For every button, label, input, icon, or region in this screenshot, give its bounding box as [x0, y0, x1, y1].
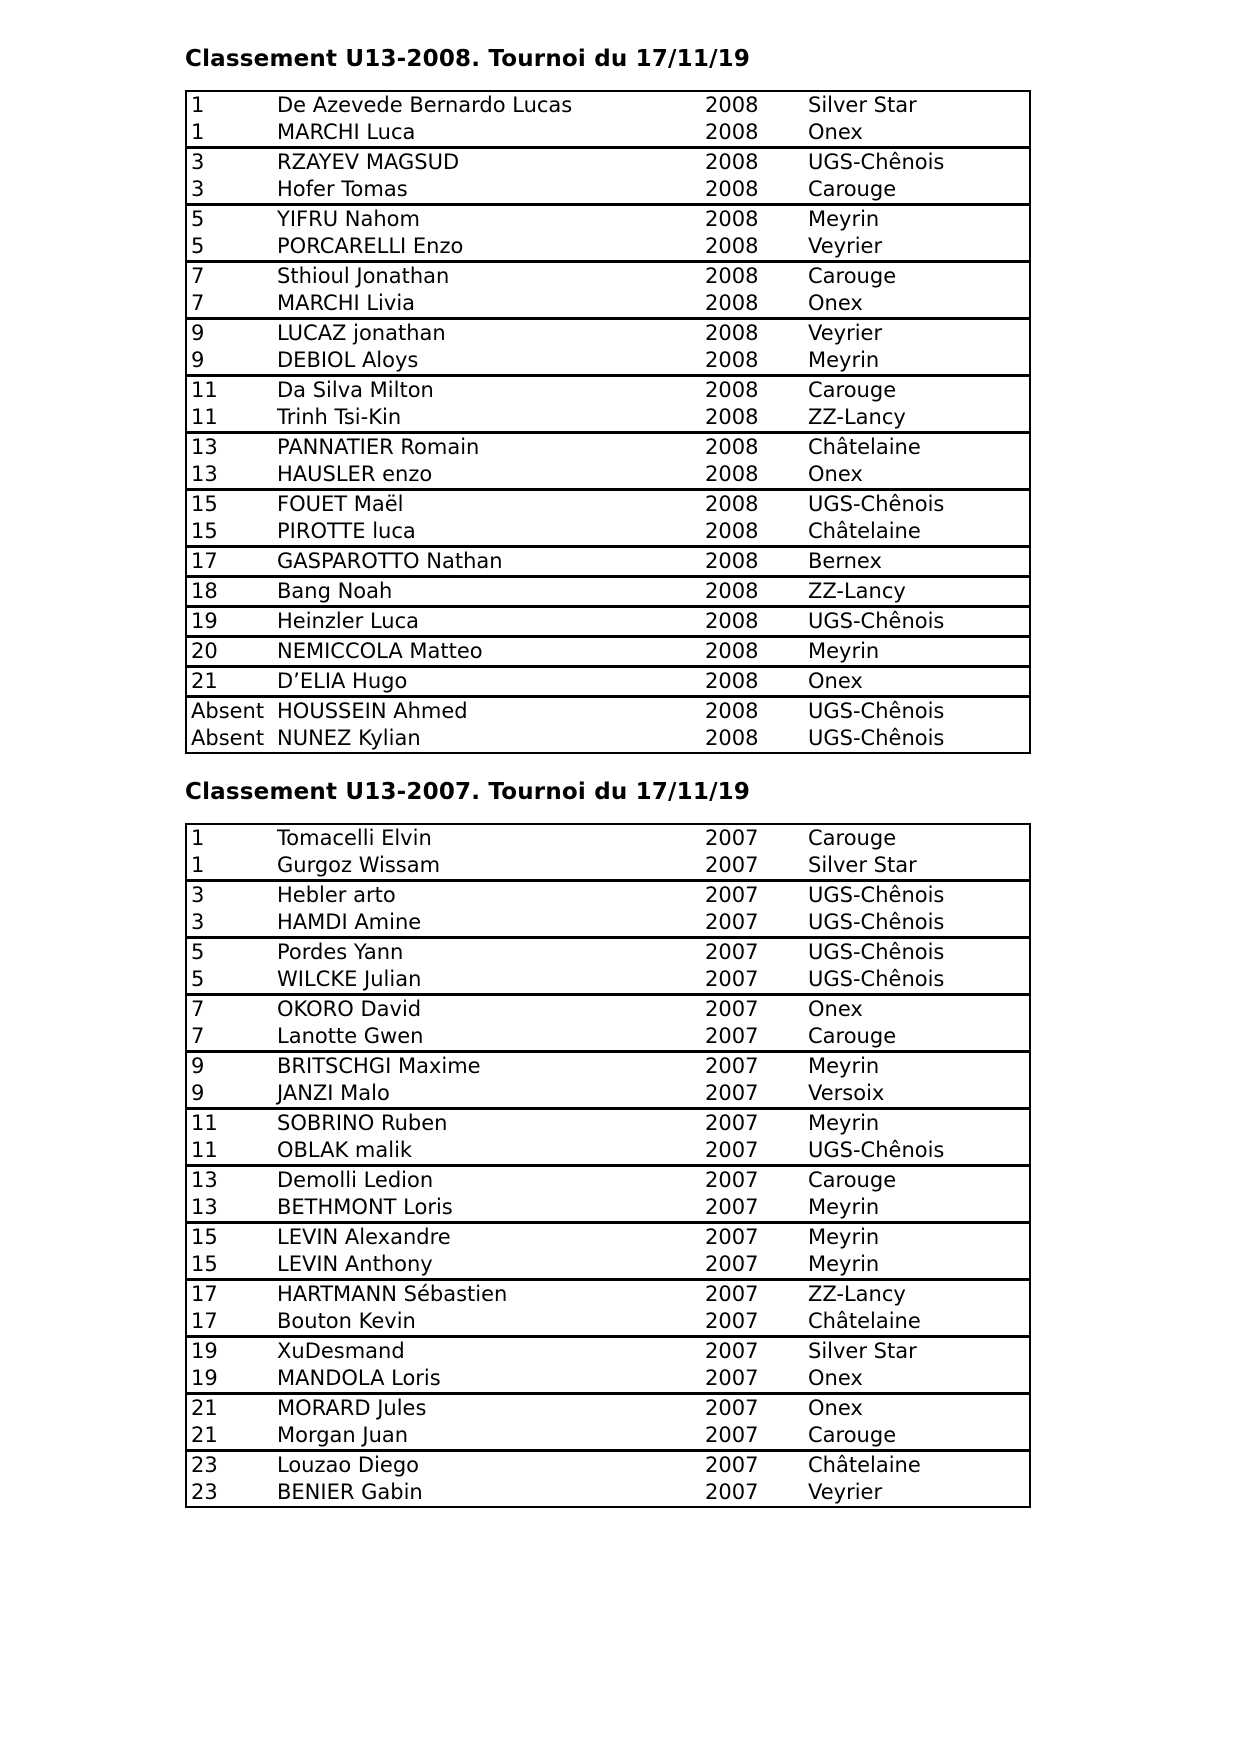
- cell-name: XuDesmand: [277, 1339, 405, 1363]
- table-row: [187, 608, 1029, 635]
- cell-year: 2007: [705, 1054, 759, 1078]
- cell-rank: 15: [191, 519, 218, 543]
- table-row: [187, 852, 1029, 879]
- table-row: [187, 377, 1029, 404]
- cell-year: 2008: [705, 264, 759, 288]
- cell-rank: 1: [191, 93, 205, 117]
- cell-club: Onex: [808, 997, 863, 1021]
- cell-name: De Azevede Bernardo Lucas: [277, 93, 573, 117]
- cell-year: 2007: [705, 1138, 759, 1162]
- cell-club: Meyrin: [808, 207, 880, 231]
- cell-rank: 11: [191, 1111, 218, 1135]
- cell-club: Veyrier: [808, 234, 883, 258]
- cell-rank: 19: [191, 1366, 218, 1390]
- cell-rank: 21: [191, 669, 218, 693]
- table-row: [187, 119, 1029, 146]
- cell-club: ZZ-Lancy: [808, 405, 906, 429]
- cell-club: Meyrin: [808, 1195, 880, 1219]
- cell-year: 2007: [705, 1168, 759, 1192]
- cell-year: 2008: [705, 93, 759, 117]
- cell-club: Silver Star: [808, 93, 917, 117]
- cell-name: Gurgoz Wissam: [277, 853, 441, 877]
- cell-name: BETHMONT Loris: [277, 1195, 453, 1219]
- table-row: [187, 966, 1029, 993]
- tie-group: [187, 939, 1029, 996]
- cell-rank: 13: [191, 435, 218, 459]
- cell-name: DEBIOL Aloys: [277, 348, 419, 372]
- cell-year: 2007: [705, 967, 759, 991]
- ranking-table-u13-2007: [185, 823, 1031, 1508]
- cell-year: 2008: [705, 348, 759, 372]
- cell-name: NEMICCOLA Matteo: [277, 639, 483, 663]
- cell-year: 2008: [705, 609, 759, 633]
- cell-year: 2008: [705, 669, 759, 693]
- cell-name: Heinzler Luca: [277, 609, 419, 633]
- cell-rank: 11: [191, 405, 218, 429]
- cell-club: Carouge: [808, 264, 897, 288]
- cell-name: Demolli Ledion: [277, 1168, 434, 1192]
- cell-year: 2007: [705, 1366, 759, 1390]
- cell-club: UGS-Chênois: [808, 940, 945, 964]
- table-row: [187, 404, 1029, 431]
- cell-rank: 9: [191, 348, 205, 372]
- cell-rank: 3: [191, 910, 205, 934]
- cell-name: Bang Noah: [277, 579, 393, 603]
- cell-rank: 11: [191, 378, 218, 402]
- cell-rank: 19: [191, 609, 218, 633]
- cell-rank: 17: [191, 549, 218, 573]
- cell-club: Onex: [808, 291, 863, 315]
- cell-club: Onex: [808, 1396, 863, 1420]
- cell-year: 2007: [705, 826, 759, 850]
- tie-group: [187, 1167, 1029, 1224]
- table-row: [187, 1167, 1029, 1194]
- cell-club: Carouge: [808, 826, 897, 850]
- cell-year: 2007: [705, 910, 759, 934]
- cell-rank: 20: [191, 639, 218, 663]
- tie-group: [187, 548, 1029, 578]
- cell-year: 2008: [705, 462, 759, 486]
- table-row: [187, 909, 1029, 936]
- cell-club: Veyrier: [808, 321, 883, 345]
- table-row: [187, 1281, 1029, 1308]
- table-row: [187, 1395, 1029, 1422]
- cell-club: UGS-Chênois: [808, 910, 945, 934]
- cell-year: 2007: [705, 1339, 759, 1363]
- cell-name: SOBRINO Ruben: [277, 1111, 448, 1135]
- cell-year: 2007: [705, 1423, 759, 1447]
- cell-year: 2008: [705, 321, 759, 345]
- cell-year: 2007: [705, 883, 759, 907]
- cell-year: 2007: [705, 1024, 759, 1048]
- cell-club: Onex: [808, 1366, 863, 1390]
- cell-year: 2008: [705, 519, 759, 543]
- section-title-u13-2007: Classement U13-2007. Tournoi du 17/11/19: [185, 779, 751, 805]
- cell-rank: 15: [191, 492, 218, 516]
- cell-rank: 13: [191, 1195, 218, 1219]
- cell-year: 2007: [705, 1081, 759, 1105]
- cell-year: 2007: [705, 1195, 759, 1219]
- cell-rank: 5: [191, 940, 205, 964]
- cell-club: Carouge: [808, 177, 897, 201]
- cell-rank: 15: [191, 1225, 218, 1249]
- cell-club: ZZ-Lancy: [808, 1282, 906, 1306]
- cell-name: Hofer Tomas: [277, 177, 408, 201]
- cell-rank: 5: [191, 967, 205, 991]
- table-row: [187, 825, 1029, 852]
- table-row: [187, 176, 1029, 203]
- table-row: [187, 1137, 1029, 1164]
- tie-group: [187, 996, 1029, 1053]
- cell-name: Tomacelli Elvin: [277, 826, 432, 850]
- cell-name: LEVIN Anthony: [277, 1252, 433, 1276]
- cell-year: 2007: [705, 997, 759, 1021]
- cell-name: LUCAZ jonathan: [277, 321, 446, 345]
- tie-group: [187, 1224, 1029, 1281]
- cell-club: Meyrin: [808, 348, 880, 372]
- table-row: [187, 1338, 1029, 1365]
- cell-rank: 13: [191, 462, 218, 486]
- cell-club: UGS-Chênois: [808, 150, 945, 174]
- cell-club: Onex: [808, 669, 863, 693]
- table-row: [187, 882, 1029, 909]
- cell-name: HAUSLER enzo: [277, 462, 433, 486]
- table-row: [187, 1365, 1029, 1392]
- cell-year: 2008: [705, 291, 759, 315]
- table-row: [187, 434, 1029, 461]
- cell-club: UGS-Chênois: [808, 1138, 945, 1162]
- cell-club: Meyrin: [808, 639, 880, 663]
- cell-club: Meyrin: [808, 1111, 880, 1135]
- tie-group: [187, 263, 1029, 320]
- table-row: [187, 1224, 1029, 1251]
- cell-rank: 5: [191, 234, 205, 258]
- cell-club: Châtelaine: [808, 435, 921, 459]
- cell-year: 2007: [705, 853, 759, 877]
- ranking-table-u13-2008: [185, 90, 1031, 754]
- cell-name: OKORO David: [277, 997, 422, 1021]
- cell-club: Carouge: [808, 378, 897, 402]
- cell-rank: 5: [191, 207, 205, 231]
- cell-rank: 15: [191, 1252, 218, 1276]
- cell-rank: 9: [191, 321, 205, 345]
- cell-name: D’ELIA Hugo: [277, 669, 408, 693]
- cell-name: Bouton Kevin: [277, 1309, 416, 1333]
- cell-club: Châtelaine: [808, 1309, 921, 1333]
- cell-club: UGS-Chênois: [808, 699, 945, 723]
- cell-year: 2008: [705, 492, 759, 516]
- tie-group: [187, 1452, 1029, 1506]
- cell-rank: Absent: [191, 726, 265, 750]
- cell-year: 2008: [705, 435, 759, 459]
- cell-year: 2007: [705, 1252, 759, 1276]
- ranking-section-u13-2007: [185, 779, 1239, 1508]
- table-row: [187, 263, 1029, 290]
- cell-club: UGS-Chênois: [808, 967, 945, 991]
- cell-year: 2007: [705, 1309, 759, 1333]
- cell-name: RZAYEV MAGSUD: [277, 150, 460, 174]
- cell-club: Carouge: [808, 1168, 897, 1192]
- cell-club: Onex: [808, 462, 863, 486]
- cell-name: Da Silva Milton: [277, 378, 434, 402]
- cell-name: NUNEZ Kylian: [277, 726, 421, 750]
- cell-year: 2007: [705, 940, 759, 964]
- cell-club: Meyrin: [808, 1252, 880, 1276]
- cell-name: MARCHI Luca: [277, 120, 416, 144]
- table-row: [187, 996, 1029, 1023]
- cell-year: 2008: [705, 234, 759, 258]
- tie-group: [187, 377, 1029, 434]
- tie-group: [187, 149, 1029, 206]
- tie-group: [187, 578, 1029, 608]
- cell-club: Onex: [808, 120, 863, 144]
- cell-name: Morgan Juan: [277, 1423, 409, 1447]
- table-row: [187, 1422, 1029, 1449]
- cell-year: 2007: [705, 1111, 759, 1135]
- cell-club: Carouge: [808, 1423, 897, 1447]
- table-row: [187, 548, 1029, 575]
- tie-group: [187, 206, 1029, 263]
- ranking-section-u13-2008: [185, 46, 1239, 754]
- cell-club: Meyrin: [808, 1225, 880, 1249]
- cell-rank: 1: [191, 853, 205, 877]
- tie-group: [187, 1110, 1029, 1167]
- cell-name: FOUET Maël: [277, 492, 404, 516]
- cell-name: PORCARELLI Enzo: [277, 234, 464, 258]
- table-row: [187, 1023, 1029, 1050]
- cell-year: 2008: [705, 150, 759, 174]
- cell-club: Meyrin: [808, 1054, 880, 1078]
- table-row: [187, 290, 1029, 317]
- section-title-u13-2008: Classement U13-2008. Tournoi du 17/11/19: [185, 46, 751, 72]
- cell-name: JANZI Malo: [277, 1081, 390, 1105]
- cell-year: 2008: [705, 549, 759, 573]
- cell-year: 2008: [705, 405, 759, 429]
- table-row: [187, 92, 1029, 119]
- table-row: [187, 347, 1029, 374]
- cell-club: UGS-Chênois: [808, 492, 945, 516]
- cell-rank: 21: [191, 1423, 218, 1447]
- tie-group: [187, 491, 1029, 548]
- tie-group: [187, 825, 1029, 882]
- cell-rank: 13: [191, 1168, 218, 1192]
- cell-rank: 1: [191, 120, 205, 144]
- cell-club: Silver Star: [808, 853, 917, 877]
- cell-rank: 3: [191, 177, 205, 201]
- cell-name: Pordes Yann: [277, 940, 404, 964]
- table-row: [187, 1053, 1029, 1080]
- cell-club: Châtelaine: [808, 519, 921, 543]
- cell-rank: 7: [191, 1024, 205, 1048]
- tie-group: [187, 698, 1029, 752]
- tie-group: [187, 638, 1029, 668]
- cell-rank: 18: [191, 579, 218, 603]
- cell-rank: 7: [191, 997, 205, 1021]
- cell-rank: 9: [191, 1054, 205, 1078]
- cell-year: 2007: [705, 1225, 759, 1249]
- table-row: [187, 233, 1029, 260]
- cell-rank: 21: [191, 1396, 218, 1420]
- tie-group: [187, 1281, 1029, 1338]
- cell-name: HAMDI Amine: [277, 910, 422, 934]
- cell-name: Sthioul Jonathan: [277, 264, 450, 288]
- table-row: [187, 206, 1029, 233]
- table-row: [187, 725, 1029, 752]
- cell-year: 2008: [705, 378, 759, 402]
- cell-name: BRITSCHGI Maxime: [277, 1054, 481, 1078]
- cell-rank: 1: [191, 826, 205, 850]
- cell-club: ZZ-Lancy: [808, 579, 906, 603]
- tie-group: [187, 1395, 1029, 1452]
- cell-rank: 17: [191, 1282, 218, 1306]
- cell-year: 2008: [705, 579, 759, 603]
- table-row: [187, 638, 1029, 665]
- cell-name: MORARD Jules: [277, 1396, 427, 1420]
- cell-club: Veyrier: [808, 1480, 883, 1504]
- table-row: [187, 668, 1029, 695]
- cell-name: Lanotte Gwen: [277, 1024, 424, 1048]
- tie-group: [187, 1053, 1029, 1110]
- cell-name: HARTMANN Sébastien: [277, 1282, 508, 1306]
- table-row: [187, 1251, 1029, 1278]
- table-row: [187, 1194, 1029, 1221]
- table-row: [187, 1110, 1029, 1137]
- cell-name: YIFRU Nahom: [277, 207, 420, 231]
- cell-club: Versoix: [808, 1081, 885, 1105]
- tie-group: [187, 608, 1029, 638]
- table-row: [187, 1080, 1029, 1107]
- cell-year: 2008: [705, 726, 759, 750]
- cell-club: UGS-Chênois: [808, 883, 945, 907]
- cell-year: 2008: [705, 207, 759, 231]
- cell-rank: 9: [191, 1081, 205, 1105]
- table-row: [187, 491, 1029, 518]
- cell-rank: 7: [191, 291, 205, 315]
- cell-year: 2008: [705, 177, 759, 201]
- cell-club: UGS-Chênois: [808, 726, 945, 750]
- table-row: [187, 320, 1029, 347]
- cell-year: 2008: [705, 699, 759, 723]
- table-row: [187, 1452, 1029, 1479]
- cell-name: Trinh Tsi-Kin: [277, 405, 402, 429]
- cell-name: Louzao Diego: [277, 1453, 420, 1477]
- cell-year: 2007: [705, 1396, 759, 1420]
- table-row: [187, 149, 1029, 176]
- tie-group: [187, 668, 1029, 698]
- cell-club: Châtelaine: [808, 1453, 921, 1477]
- cell-rank: 11: [191, 1138, 218, 1162]
- cell-year: 2007: [705, 1453, 759, 1477]
- cell-name: MARCHI Livia: [277, 291, 416, 315]
- cell-name: WILCKE Julian: [277, 967, 422, 991]
- cell-club: Bernex: [808, 549, 882, 573]
- table-row: [187, 578, 1029, 605]
- cell-year: 2007: [705, 1282, 759, 1306]
- cell-name: HOUSSEIN Ahmed: [277, 699, 468, 723]
- table-row: [187, 461, 1029, 488]
- tie-group: [187, 434, 1029, 491]
- cell-club: Silver Star: [808, 1339, 917, 1363]
- cell-rank: 3: [191, 150, 205, 174]
- cell-year: 2008: [705, 120, 759, 144]
- cell-name: LEVIN Alexandre: [277, 1225, 451, 1249]
- tie-group: [187, 1338, 1029, 1395]
- cell-rank: 19: [191, 1339, 218, 1363]
- table-row: [187, 939, 1029, 966]
- cell-rank: 23: [191, 1480, 218, 1504]
- cell-name: BENIER Gabin: [277, 1480, 423, 1504]
- table-row: [187, 1479, 1029, 1506]
- tie-group: [187, 320, 1029, 377]
- cell-name: PIROTTE luca: [277, 519, 416, 543]
- cell-name: GASPAROTTO Nathan: [277, 549, 503, 573]
- tie-group: [187, 92, 1029, 149]
- table-row: [187, 1308, 1029, 1335]
- cell-rank: 7: [191, 264, 205, 288]
- tie-group: [187, 882, 1029, 939]
- cell-name: OBLAK malik: [277, 1138, 413, 1162]
- cell-club: Carouge: [808, 1024, 897, 1048]
- cell-year: 2008: [705, 639, 759, 663]
- cell-name: PANNATIER Romain: [277, 435, 480, 459]
- cell-rank: Absent: [191, 699, 265, 723]
- cell-year: 2007: [705, 1480, 759, 1504]
- cell-rank: 23: [191, 1453, 218, 1477]
- cell-rank: 3: [191, 883, 205, 907]
- table-row: [187, 518, 1029, 545]
- cell-name: MANDOLA Loris: [277, 1366, 441, 1390]
- cell-rank: 17: [191, 1309, 218, 1333]
- cell-name: Hebler arto: [277, 883, 396, 907]
- cell-club: UGS-Chênois: [808, 609, 945, 633]
- table-row: [187, 698, 1029, 725]
